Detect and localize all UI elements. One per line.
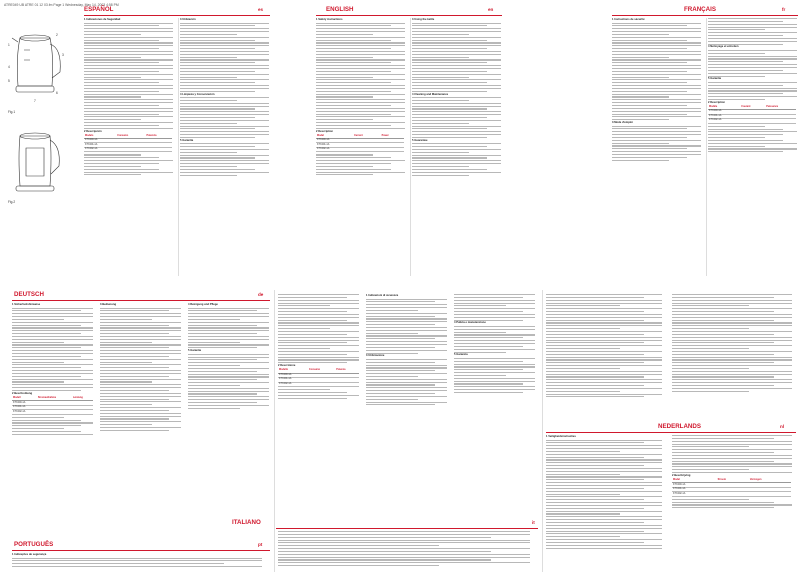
it-heading-1: 1 Indicazioni di sicurezza [366, 294, 399, 297]
en-col-1 [316, 18, 408, 273]
section-title-es: ESPAÑOL [84, 6, 114, 13]
nl-col-3 [546, 435, 666, 571]
table-row: KTX401-1A [84, 143, 172, 148]
table-row: KTX401-1A [316, 143, 404, 148]
en-heading-2: 2 Description [316, 129, 334, 133]
rule-en [316, 15, 502, 16]
part-7: 7 [34, 99, 36, 103]
es-heading-1: 1 Indicaciones de Seguridad [84, 18, 121, 21]
de-heading-4: 4 Reinigung und Pflege [188, 303, 218, 306]
lang-code-en: en [488, 7, 494, 12]
part-2: 2 [56, 33, 58, 37]
table-row: KTX400-1A [672, 483, 791, 488]
de-heading-1: 1 Sicherheitshinweise [12, 303, 41, 306]
de-col-1 [12, 303, 96, 537]
pt-col [12, 553, 270, 573]
lang-code-de: de [258, 292, 264, 297]
es-col-1 [84, 18, 176, 273]
en-heading-4: 4 Cleaning and Maintenance [412, 92, 449, 96]
lang-code-fr: fr [782, 7, 786, 12]
es-heading-2: 2 Descripción [84, 129, 102, 133]
table-row: KTX400-1A [316, 138, 404, 143]
rule-nl [546, 432, 796, 433]
section-title-nl: NEDERLANDS [658, 423, 701, 430]
en-heading-1: 1 Safety instructions [316, 18, 343, 21]
rule-it [276, 528, 538, 529]
it-heading-2: 2 Descrizione [278, 364, 296, 368]
table-row: KTX401-1A [708, 114, 796, 119]
it-heading-5: 5 Garanzia [454, 353, 468, 357]
lang-code-pt: pt [258, 542, 263, 547]
section-title-de: DEUTSCH [14, 291, 44, 298]
table-row: KTX400-1A [708, 110, 796, 115]
lang-code-it: it [532, 520, 535, 525]
it-col-1 [278, 294, 362, 516]
fr-model-table: Modèle Courant Puissance KTX400-1A KTX401-1A KTX402-1A [708, 106, 796, 124]
de-heading-5: 5 Garantie [188, 349, 202, 353]
table-row: KTX402-1A [708, 119, 796, 124]
fr-heading-3: 3 Mode d'emploi [612, 121, 633, 125]
rule-es [84, 15, 270, 16]
table-row: KTX402-1A [12, 410, 93, 415]
fig2-label: Fig.2 [8, 200, 16, 204]
part-3: 3 [62, 53, 64, 57]
rule-pt [12, 550, 270, 551]
fr-heading-5: 5 Garantie [708, 77, 722, 81]
rule-fr [612, 15, 798, 16]
it-col-2 [366, 294, 450, 516]
table-row: KTX400-1A [12, 401, 93, 406]
it-heading-4: 4 Pulizia e manutenzione [454, 321, 486, 325]
de-col-3 [188, 303, 272, 537]
de-model-table: Modell Stromaufnahme Leistung KTX400-1A KTX401-1A KTX402-1A [12, 397, 93, 415]
en-heading-5: 5 Guarantee [412, 138, 428, 142]
lang-code-nl: nl [780, 424, 785, 429]
table-row: KTX400-1A [84, 138, 172, 143]
table-row: KTX402-1A [84, 147, 172, 152]
table-row: KTX402-1A [278, 382, 359, 387]
it-model-table: Modello Consumo Potenza KTX400-1A KTX401-1A KTX402-1A [278, 369, 359, 387]
rule-de [12, 300, 270, 301]
it-bottom-col [278, 531, 538, 573]
file-info: ATRE049 UB ATRE 01 12 03.fm Page 1 Wednesday, May 14, 2003 4:58 PM [4, 3, 119, 7]
pt-heading-1: 1 Indicações de segurança [12, 553, 47, 556]
es-heading-5: 5 Garantía [180, 138, 194, 142]
part-1: 1 [8, 43, 10, 47]
fr-heading-1: 1 Instructions de sécurité [612, 18, 645, 21]
part-5: 5 [8, 79, 10, 83]
divider [410, 18, 411, 276]
de-col-2 [100, 303, 184, 537]
divider [178, 18, 179, 276]
fr-col-2 [708, 18, 800, 273]
section-title-it: ITALIANO [232, 519, 261, 526]
table-row: KTX401-1A [672, 487, 791, 492]
es-col-2 [180, 18, 272, 273]
nl-heading-2: 2 Beschrijving [672, 473, 691, 477]
nl-heading-1: 1 Veiligheidsinstructies [546, 435, 576, 438]
nl-col-2 [672, 294, 796, 420]
es-model-table: Modelo Consumo Potencia KTX400-1A KTX401-1A KTX402-1A [84, 134, 172, 152]
de-heading-2: 2 Beschreibung [12, 391, 33, 395]
en-model-table: Model Current Power KTX400-1A KTX401-1A KTX402-1A [316, 134, 404, 152]
table-row: KTX401-1A [12, 405, 93, 410]
table-row: KTX402-1A [672, 492, 791, 497]
de-heading-3: 3 Bedienung [100, 303, 117, 306]
it-col-3 [454, 294, 538, 516]
fr-col-1 [612, 18, 704, 273]
table-row: KTX401-1A [278, 378, 359, 383]
nl-col-1 [546, 294, 666, 420]
section-title-fr: FRANÇAIS [684, 6, 716, 13]
fr-heading-4: 4 Nettoyage et entretien [708, 45, 739, 49]
table-row: KTX402-1A [316, 147, 404, 152]
fr-heading-2: 2 Description [708, 100, 726, 104]
nl-model-table: Model Stroom Vermogen KTX400-1A KTX401-1A KTX402-1A [672, 479, 791, 497]
divider [274, 290, 275, 572]
en-heading-3: 3 Using the kettle [412, 18, 435, 21]
kettle-diagram [6, 16, 68, 286]
divider [706, 18, 707, 276]
divider [542, 290, 543, 572]
table-row: KTX400-1A [278, 373, 359, 378]
section-title-en: ENGLISH [326, 6, 354, 13]
fig1-label: Fig.1 [8, 110, 16, 114]
part-6: 6 [56, 91, 58, 95]
it-heading-3: 3 Utilizzazione [366, 354, 385, 358]
es-heading-3: 3 Utilización [180, 18, 196, 21]
section-title-pt: PORTUGUÊS [14, 541, 54, 548]
es-heading-4: 4 Limpieza y Conservación [180, 92, 215, 96]
lang-code-es: es [258, 7, 264, 12]
part-4: 4 [8, 65, 10, 69]
en-col-2 [412, 18, 504, 273]
nl-col-4 [672, 435, 796, 571]
